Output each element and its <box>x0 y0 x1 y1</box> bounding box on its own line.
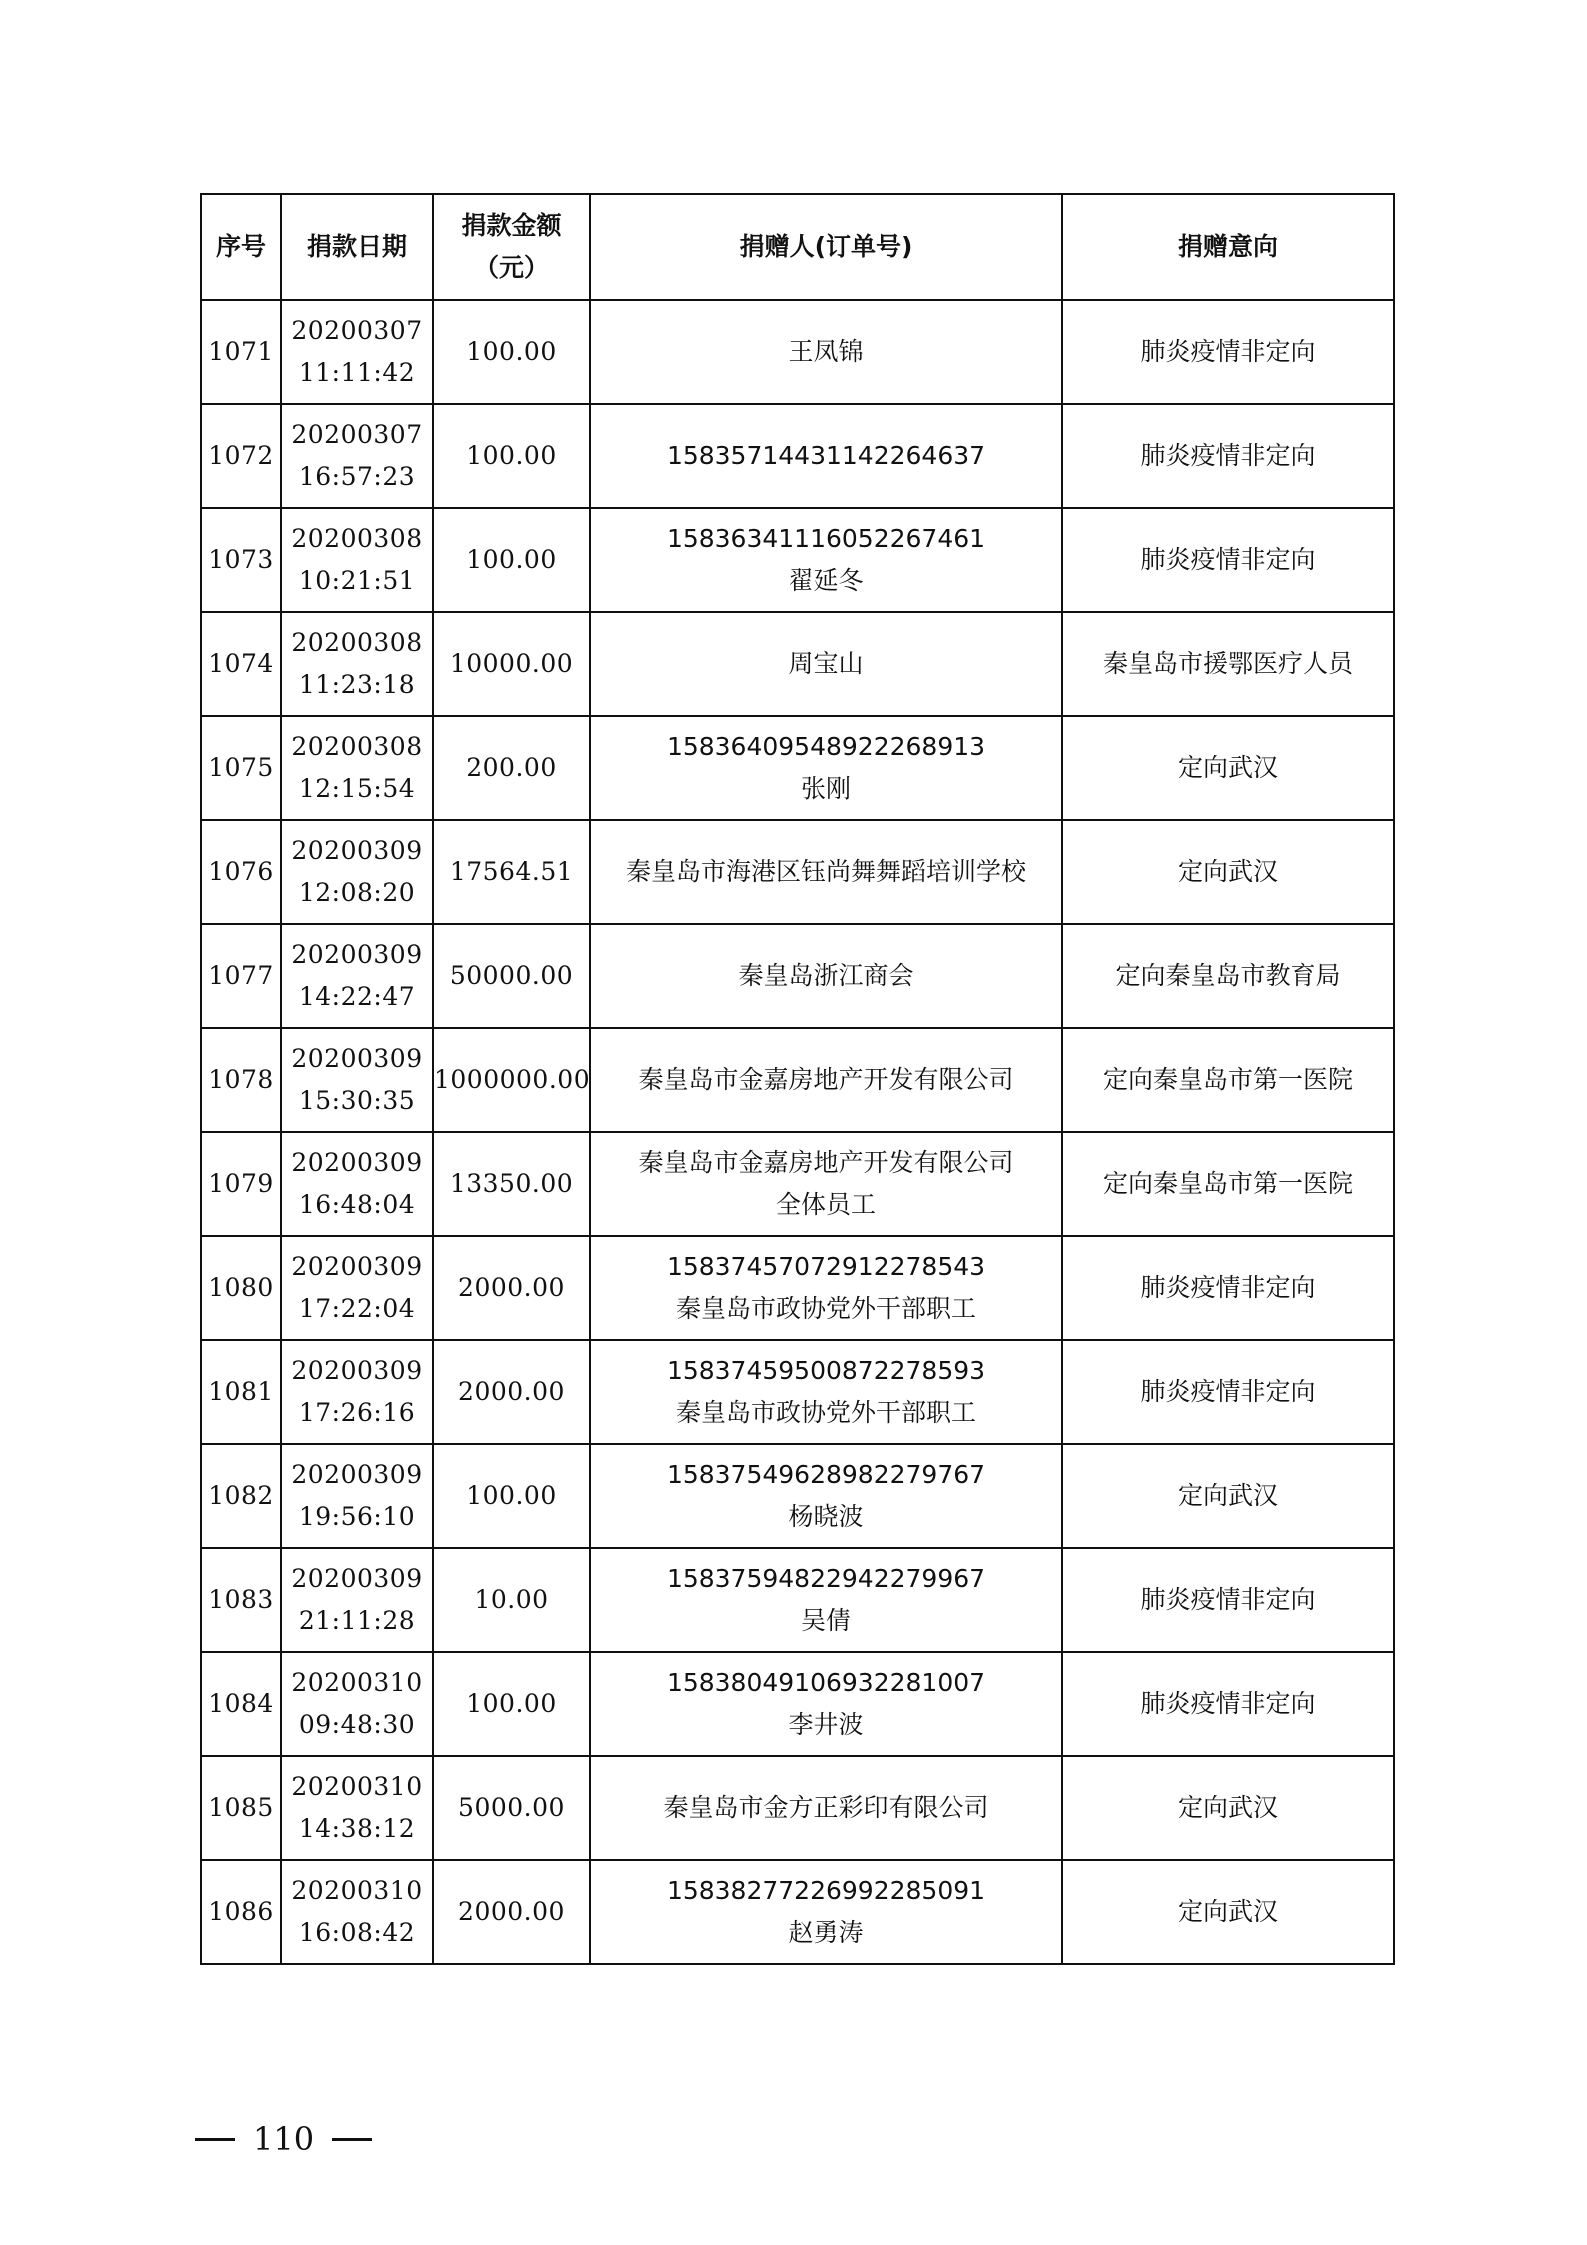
cell-date <box>281 1548 433 1652</box>
cell-date-day: 20200309 <box>291 1564 423 1593</box>
cell-date-time: 21:11:28 <box>298 1606 416 1635</box>
cell-intent: 定向武汉 <box>1062 820 1394 924</box>
header-amount <box>433 194 590 300</box>
cell-donor-line1: 15837549628982279767 <box>666 1460 986 1489</box>
cell-intent: 秦皇岛市援鄂医疗人员 <box>1062 612 1394 716</box>
cell-date <box>281 404 433 508</box>
cell-date-day: 20200309 <box>291 1252 423 1281</box>
cell-date-day: 20200310 <box>291 1668 423 1697</box>
footer-dash-left <box>195 2138 235 2141</box>
cell-amount: 100.00 <box>433 300 590 404</box>
header-amount-line1: 捐款金额 <box>461 211 562 240</box>
cell-amount: 5000.00 <box>433 1756 590 1860</box>
cell-donor <box>590 924 1062 1028</box>
cell-date-time: 11:23:18 <box>298 670 416 699</box>
cell-donor-line2: 秦皇岛市政协党外干部职工 <box>675 1398 976 1427</box>
cell-seq: 1077 <box>201 924 281 1028</box>
cell-seq: 1079 <box>201 1132 281 1236</box>
cell-date-time: 09:48:30 <box>298 1710 416 1739</box>
cell-date <box>281 300 433 404</box>
cell-intent: 肺炎疫情非定向 <box>1062 1652 1394 1756</box>
page-footer <box>195 2120 372 2158</box>
cell-donor <box>590 1444 1062 1548</box>
cell-donor-line1: 秦皇岛浙江商会 <box>738 961 914 990</box>
cell-amount: 200.00 <box>433 716 590 820</box>
cell-donor-line2: 吴倩 <box>800 1606 851 1635</box>
header-amount-line2: （元） <box>473 253 549 282</box>
cell-donor-line2: 全体员工 <box>775 1190 876 1219</box>
cell-date <box>281 1236 433 1340</box>
cell-donor-line1: 15837457072912278543 <box>666 1252 986 1281</box>
cell-donor <box>590 1756 1062 1860</box>
table-row <box>201 1340 1394 1444</box>
cell-donor <box>590 1652 1062 1756</box>
cell-donor-line2: 张刚 <box>800 774 851 803</box>
cell-donor-line1: 秦皇岛市金方正彩印有限公司 <box>663 1793 989 1822</box>
cell-donor-line1: 15836409548922268913 <box>666 732 986 761</box>
cell-date <box>281 1756 433 1860</box>
cell-date <box>281 820 433 924</box>
cell-amount: 100.00 <box>433 1652 590 1756</box>
cell-seq: 1086 <box>201 1860 281 1964</box>
cell-date-day: 20200308 <box>291 628 423 657</box>
cell-intent: 定向武汉 <box>1062 716 1394 820</box>
cell-amount: 100.00 <box>433 404 590 508</box>
cell-intent: 定向秦皇岛市教育局 <box>1062 924 1394 1028</box>
cell-donor-line2: 秦皇岛市政协党外干部职工 <box>675 1294 976 1323</box>
cell-date-time: 17:22:04 <box>298 1294 416 1323</box>
cell-seq: 1073 <box>201 508 281 612</box>
cell-intent: 肺炎疫情非定向 <box>1062 1340 1394 1444</box>
table-row <box>201 1028 1394 1132</box>
cell-date-time: 14:22:47 <box>298 982 416 1011</box>
table-row <box>201 1444 1394 1548</box>
cell-amount: 100.00 <box>433 508 590 612</box>
cell-date-day: 20200309 <box>291 1148 423 1177</box>
cell-date-time: 16:57:23 <box>298 462 416 491</box>
cell-date-day: 20200307 <box>291 420 423 449</box>
cell-date <box>281 508 433 612</box>
cell-amount: 2000.00 <box>433 1236 590 1340</box>
table-row <box>201 1132 1394 1236</box>
table-row <box>201 1652 1394 1756</box>
table-header-row <box>201 194 1394 300</box>
cell-intent: 肺炎疫情非定向 <box>1062 1236 1394 1340</box>
footer-dash-right <box>332 2138 372 2141</box>
cell-donor <box>590 1548 1062 1652</box>
cell-donor-line1: 15835714431142264637 <box>666 441 986 470</box>
cell-donor <box>590 1236 1062 1340</box>
cell-donor <box>590 612 1062 716</box>
page-number: 110 <box>253 2120 315 2158</box>
cell-donor-line1: 15836341116052267461 <box>666 524 986 553</box>
table-row <box>201 1548 1394 1652</box>
donation-table <box>200 193 1395 1965</box>
cell-donor-line1: 周宝山 <box>788 649 864 678</box>
cell-intent: 定向武汉 <box>1062 1756 1394 1860</box>
cell-amount: 10.00 <box>433 1548 590 1652</box>
cell-intent: 肺炎疫情非定向 <box>1062 1548 1394 1652</box>
cell-date-time: 15:30:35 <box>298 1086 416 1115</box>
cell-seq: 1074 <box>201 612 281 716</box>
cell-donor-line1: 王凤锦 <box>788 337 864 366</box>
cell-seq: 1084 <box>201 1652 281 1756</box>
cell-intent: 定向武汉 <box>1062 1860 1394 1964</box>
table-row <box>201 820 1394 924</box>
cell-date-day: 20200308 <box>291 524 423 553</box>
cell-date-day: 20200309 <box>291 940 423 969</box>
header-intent: 捐赠意向 <box>1062 194 1394 300</box>
cell-date-day: 20200310 <box>291 1876 423 1905</box>
table-row <box>201 1236 1394 1340</box>
cell-seq: 1072 <box>201 404 281 508</box>
cell-seq: 1080 <box>201 1236 281 1340</box>
cell-donor-line2: 李井波 <box>788 1710 864 1739</box>
table-row <box>201 508 1394 612</box>
cell-donor-line1: 秦皇岛市海港区钰尚舞舞蹈培训学校 <box>625 857 1026 886</box>
cell-donor <box>590 300 1062 404</box>
cell-date-time: 17:26:16 <box>298 1398 416 1427</box>
cell-date <box>281 1860 433 1964</box>
cell-date <box>281 1652 433 1756</box>
cell-donor <box>590 1340 1062 1444</box>
cell-intent: 定向秦皇岛市第一医院 <box>1062 1132 1394 1236</box>
cell-date-day: 20200307 <box>291 316 423 345</box>
cell-seq: 1075 <box>201 716 281 820</box>
cell-date-time: 14:38:12 <box>298 1814 416 1843</box>
cell-seq: 1071 <box>201 300 281 404</box>
cell-date <box>281 716 433 820</box>
cell-amount: 17564.51 <box>433 820 590 924</box>
cell-date-time: 19:56:10 <box>298 1502 416 1531</box>
cell-date <box>281 612 433 716</box>
cell-date <box>281 1340 433 1444</box>
cell-amount: 1000000.00 <box>433 1028 590 1132</box>
table-row <box>201 924 1394 1028</box>
cell-amount: 2000.00 <box>433 1340 590 1444</box>
cell-seq: 1085 <box>201 1756 281 1860</box>
cell-seq: 1083 <box>201 1548 281 1652</box>
header-date: 捐款日期 <box>281 194 433 300</box>
cell-donor <box>590 716 1062 820</box>
cell-donor-line1: 15838277226992285091 <box>666 1876 986 1905</box>
header-seq: 序号 <box>201 194 281 300</box>
cell-date <box>281 1028 433 1132</box>
cell-date-time: 10:21:51 <box>298 566 416 595</box>
cell-amount: 50000.00 <box>433 924 590 1028</box>
cell-amount: 2000.00 <box>433 1860 590 1964</box>
cell-intent: 肺炎疫情非定向 <box>1062 508 1394 612</box>
cell-date-time: 16:48:04 <box>298 1190 416 1219</box>
cell-seq: 1081 <box>201 1340 281 1444</box>
table-body <box>201 300 1394 1964</box>
cell-donor <box>590 1028 1062 1132</box>
table-row <box>201 300 1394 404</box>
cell-intent: 肺炎疫情非定向 <box>1062 404 1394 508</box>
cell-amount: 100.00 <box>433 1444 590 1548</box>
cell-date <box>281 1444 433 1548</box>
cell-donor-line1: 秦皇岛市金嘉房地产开发有限公司 <box>638 1148 1014 1177</box>
cell-date-day: 20200310 <box>291 1772 423 1801</box>
cell-donor <box>590 1132 1062 1236</box>
cell-seq: 1082 <box>201 1444 281 1548</box>
cell-donor <box>590 508 1062 612</box>
cell-donor <box>590 1860 1062 1964</box>
cell-seq: 1078 <box>201 1028 281 1132</box>
cell-date-day: 20200309 <box>291 836 423 865</box>
table-row <box>201 612 1394 716</box>
cell-seq: 1076 <box>201 820 281 924</box>
cell-donor-line1: 15837594822942279967 <box>666 1564 986 1593</box>
table-row <box>201 1860 1394 1964</box>
cell-amount: 10000.00 <box>433 612 590 716</box>
cell-date <box>281 1132 433 1236</box>
cell-donor-line2: 赵勇涛 <box>788 1918 864 1947</box>
cell-intent: 定向武汉 <box>1062 1444 1394 1548</box>
cell-donor-line1: 15838049106932281007 <box>666 1668 986 1697</box>
table-row <box>201 404 1394 508</box>
header-donor: 捐赠人(订单号) <box>590 194 1062 300</box>
cell-donor <box>590 820 1062 924</box>
cell-donor-line1: 15837459500872278593 <box>666 1356 986 1385</box>
cell-date-time: 16:08:42 <box>298 1918 416 1947</box>
cell-donor-line2: 杨晓波 <box>788 1502 864 1531</box>
table-row <box>201 716 1394 820</box>
cell-amount: 13350.00 <box>433 1132 590 1236</box>
cell-date-day: 20200309 <box>291 1356 423 1385</box>
cell-date-time: 12:15:54 <box>298 774 416 803</box>
cell-date-day: 20200309 <box>291 1044 423 1073</box>
cell-date-day: 20200308 <box>291 732 423 761</box>
cell-date-day: 20200309 <box>291 1460 423 1489</box>
cell-intent: 定向秦皇岛市第一医院 <box>1062 1028 1394 1132</box>
cell-donor <box>590 404 1062 508</box>
cell-donor-line2: 翟延冬 <box>788 566 864 595</box>
table-row <box>201 1756 1394 1860</box>
cell-date-time: 12:08:20 <box>298 878 416 907</box>
cell-date <box>281 924 433 1028</box>
cell-donor-line1: 秦皇岛市金嘉房地产开发有限公司 <box>638 1065 1014 1094</box>
cell-date-time: 11:11:42 <box>298 358 416 387</box>
cell-intent: 肺炎疫情非定向 <box>1062 300 1394 404</box>
